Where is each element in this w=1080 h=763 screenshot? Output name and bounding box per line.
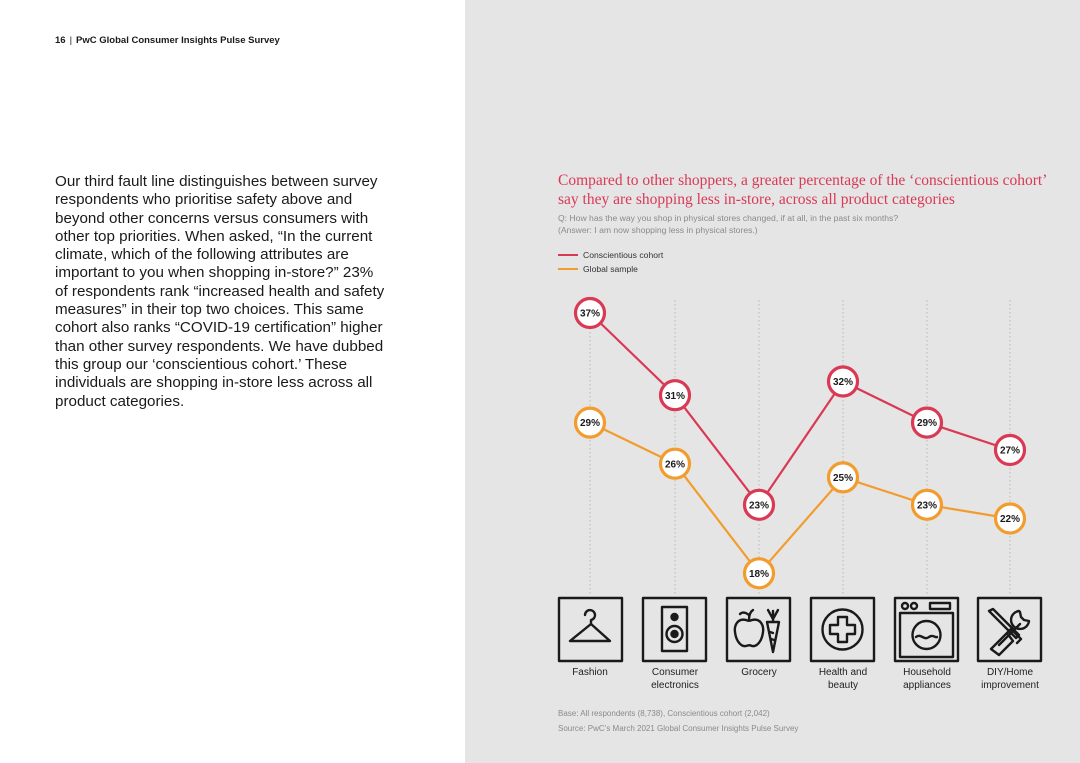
base-footnote: Base: All respondents (8,738), Conscientious cohort (2,042) (558, 709, 770, 718)
category-label-line: beauty (827, 679, 859, 691)
legend-label-conscientious: Conscientious cohort (583, 250, 664, 260)
medical-cross-icon (811, 598, 874, 661)
category-label-line: DIY/Home (986, 667, 1034, 678)
body-paragraph: Our third fault line distinguishes between survey respondents who prioritise safety above and beyond other concerns versus consumers with other top priorities. When asked, “In the current climate, which of the following attributes are important to you when shopping in-store?” 23% of respondents rank “increased health and safety measures” in their top two choices. This same cohort also ranks “COVID-19 certification” higher than other survey respondents. We have dubbed this group our ‘conscientious cohort.’ These individuals are shopping in-store less across all product categories. (55, 173, 385, 410)
question-text: Q: How has the way you shop in physical stores changed, if at all, in the past six months? (558, 213, 899, 223)
category-label-1 (630, 667, 720, 692)
speaker-icon (643, 598, 706, 661)
answer-text: (Answer: I am now shopping less in physical stores.) (558, 224, 758, 235)
data-label-s1-2: 18% (748, 568, 770, 580)
page-number: 16 (55, 35, 66, 46)
data-label-s0-1: 31% (664, 390, 686, 402)
report-title: PwC Global Consumer Insights Pulse Survey (76, 35, 280, 46)
data-label-s0-2: 23% (748, 500, 770, 512)
series-line-0 (590, 313, 1010, 505)
legend-label-global: Global sample (583, 264, 638, 274)
category-label-4 (882, 667, 972, 692)
data-label-s0-4: 29% (916, 418, 938, 430)
data-label-s1-5: 22% (999, 514, 1021, 526)
source-footnote: Source: PwC’s March 2021 Global Consumer Insights Pulse Survey (558, 724, 799, 733)
washing-machine-icon (895, 598, 958, 661)
category-label-line: Fashion (572, 667, 608, 678)
header-separator: | (69, 35, 73, 46)
category-label-line: Household (903, 667, 951, 678)
category-label-2 (714, 667, 804, 680)
category-label-5 (965, 667, 1055, 692)
category-label-3 (798, 667, 888, 692)
category-label-line: appliances (903, 679, 951, 691)
chart-title: Compared to other shoppers, a greater percentage of the ‘conscientious cohort’ say they are shopping less in-store, across all product categories (558, 172, 1047, 208)
data-label-s1-3: 25% (832, 473, 854, 484)
category-label-line: Grocery (741, 667, 777, 678)
data-label-s0-0: 37% (579, 308, 601, 320)
data-label-s1-0: 29% (579, 418, 601, 430)
data-label-s1-4: 23% (916, 500, 938, 512)
data-label-s0-5: 27% (999, 445, 1021, 457)
tools-icon (978, 598, 1041, 661)
category-label-0 (545, 667, 635, 680)
data-label-s0-3: 32% (832, 377, 854, 389)
category-label-line: Health and (818, 667, 868, 678)
category-label-line: electronics (651, 679, 699, 691)
apple-carrot-icon (727, 598, 790, 661)
data-label-s1-1: 26% (664, 459, 686, 471)
category-label-line: Consumer (651, 667, 699, 678)
category-label-line: improvement (981, 679, 1039, 691)
hanger-icon (559, 598, 622, 661)
